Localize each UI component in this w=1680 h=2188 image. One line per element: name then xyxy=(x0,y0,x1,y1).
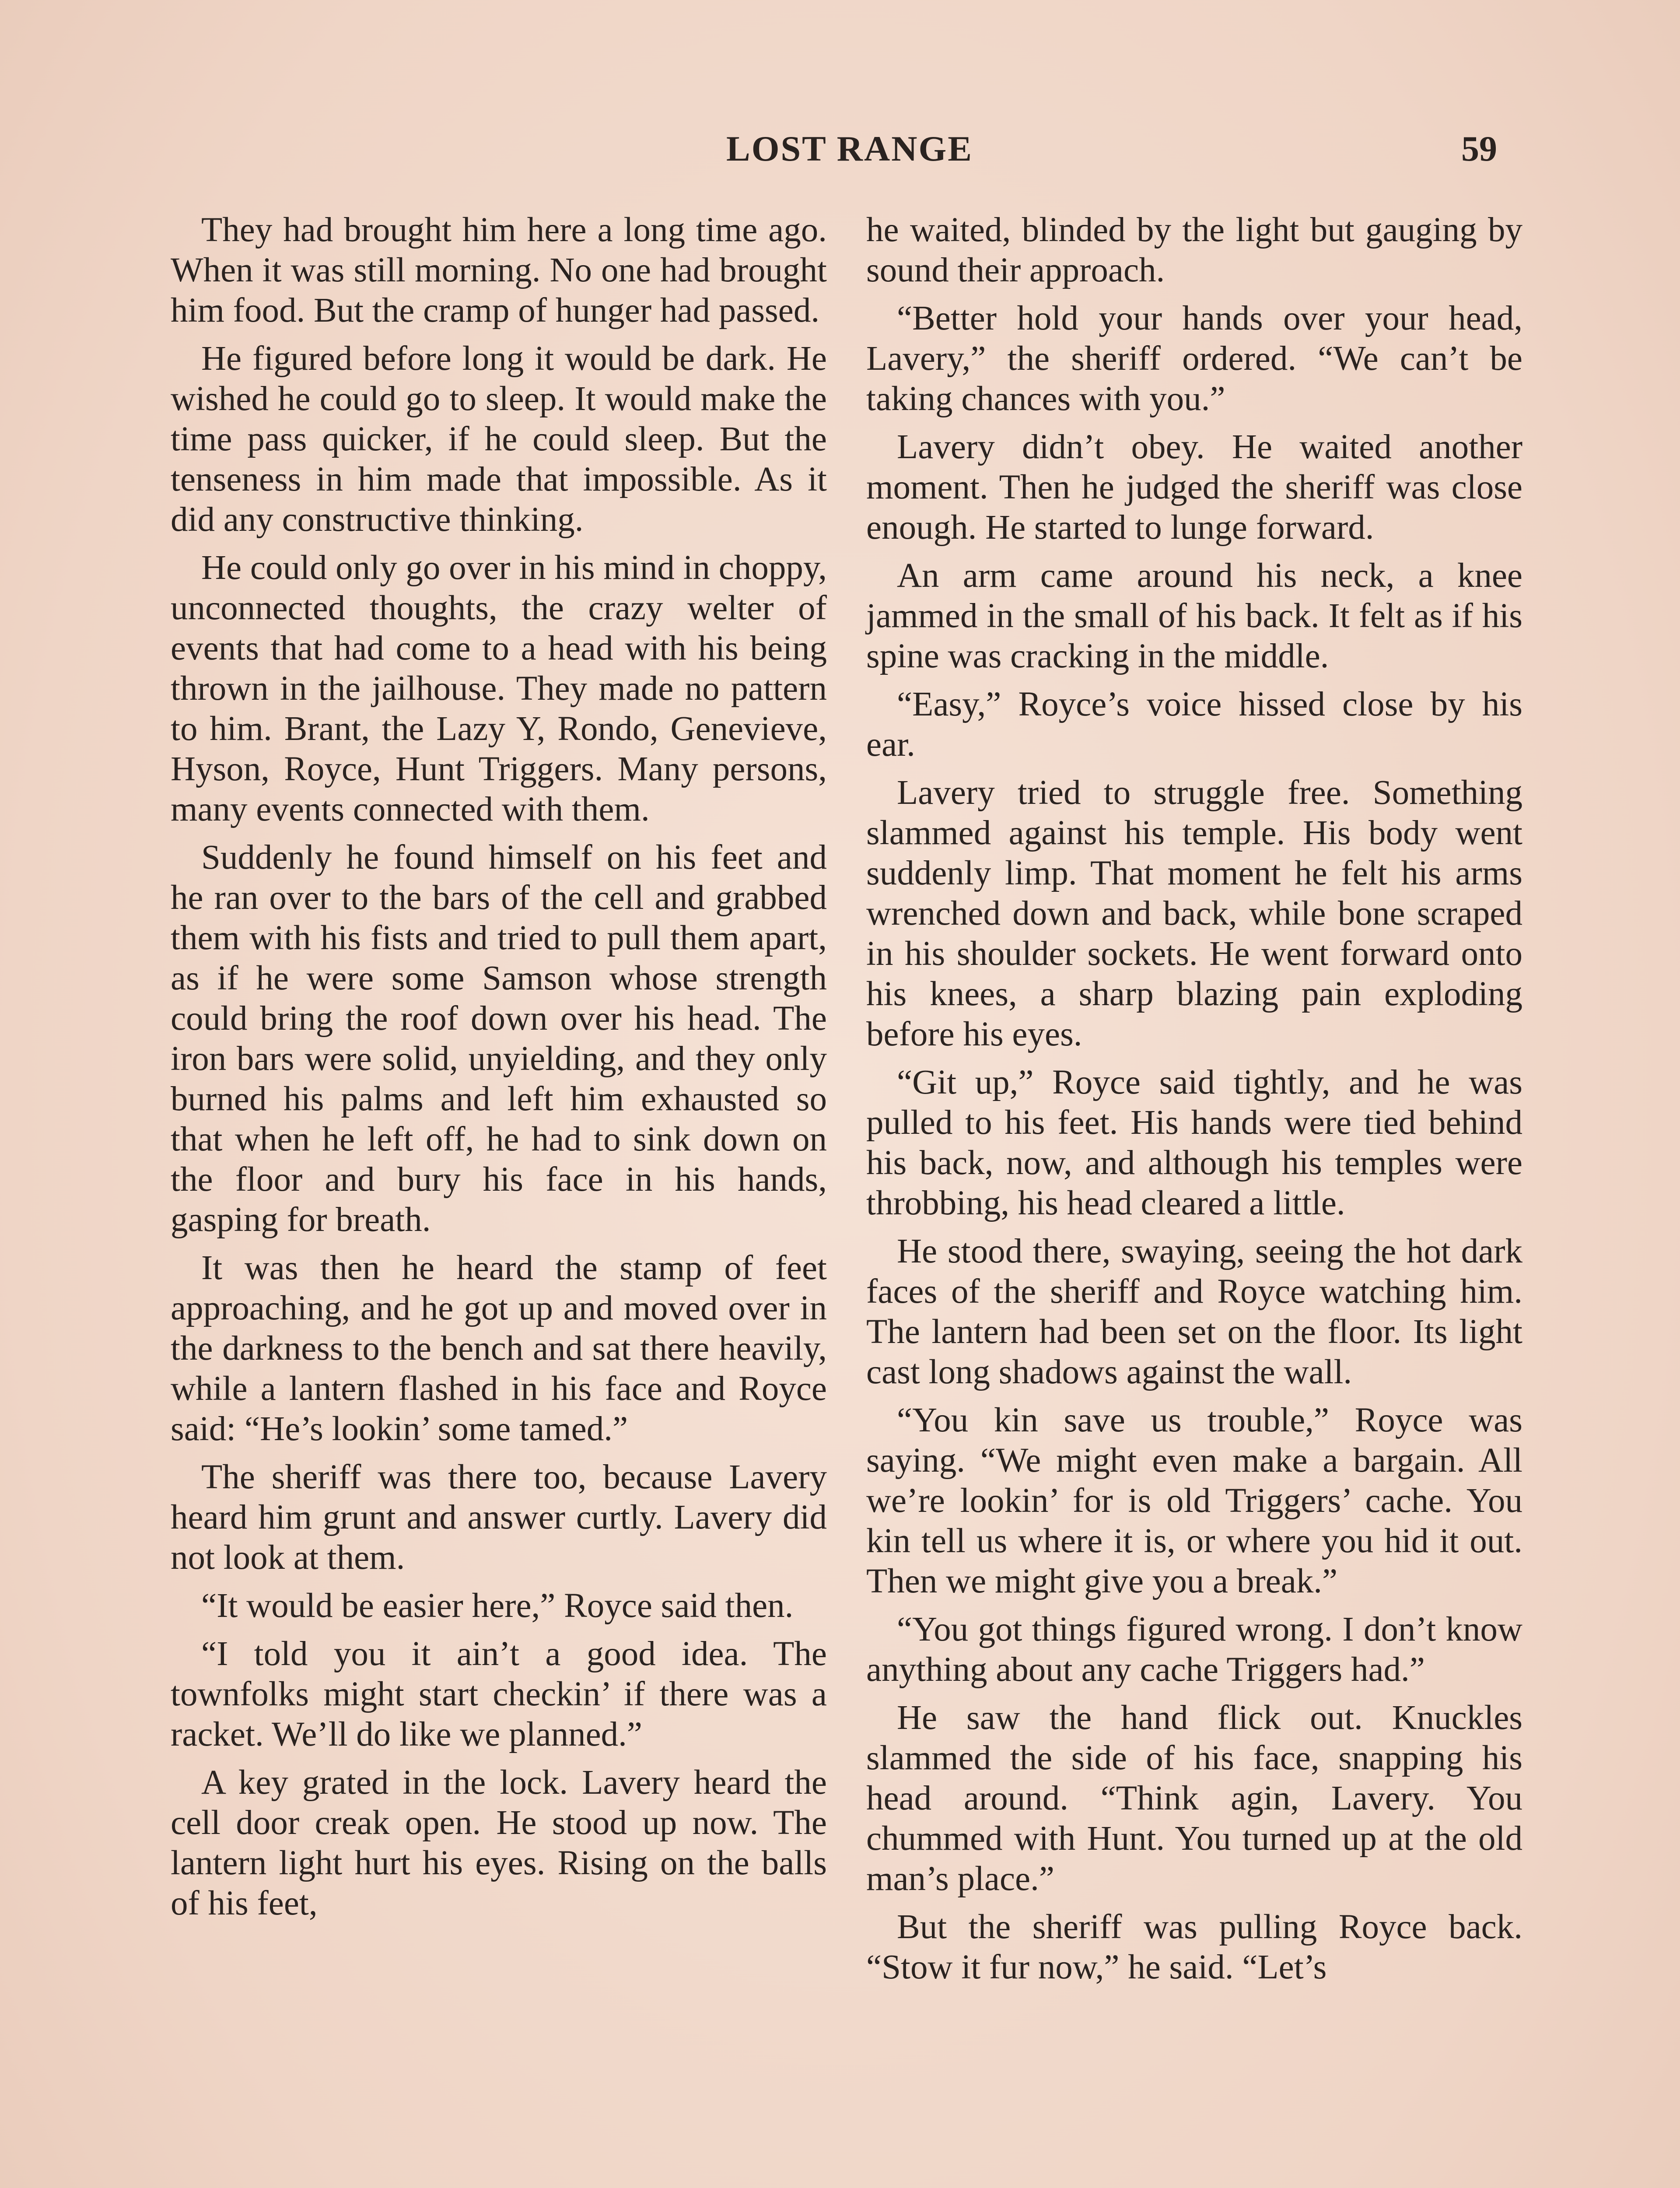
running-head: LOST RANGE xyxy=(726,129,973,168)
paragraph: “I told you it ain’t a good idea. The townfolks might start checkin’ if there was a racket. We’ll do like we planned.” xyxy=(171,1635,827,1753)
paragraph: He figured before long it would be dark. He wished he could go to sleep. It would make the time pass quicker, if he could sleep. But the tenseness in him made that impossible. As it did any constructive thinking. xyxy=(171,340,827,539)
paragraph: He saw the hand flick out. Knuckles slammed the side of his face, snapping his head around. “Think agin, Lavery. You chummed with Hunt. You turned up at the old man’s place.” xyxy=(866,1699,1522,1898)
paragraph: “It would be easier here,” Royce said then. xyxy=(201,1587,794,1625)
paragraph: The sheriff was there too, because Lavery heard him grunt and answer curtly. Lavery did not look at them. xyxy=(171,1458,827,1577)
paragraph: Lavery didn’t obey. He waited another moment. Then he judged the sheriff was close enough. He started to lunge forward. xyxy=(866,428,1522,547)
left-column xyxy=(171,210,827,1932)
paragraph: But the sheriff was pulling Royce back. “Stow it fur now,” he said. “Let’s xyxy=(866,1908,1522,1986)
paragraph: They had brought him here a long time ago. When it was still morning. No one had brought him food. But the cramp of hunger had passed. xyxy=(171,211,827,330)
paragraph: “Easy,” Royce’s voice hissed close by his ear. xyxy=(866,685,1522,764)
paragraph: Lavery tried to struggle free. Something slammed against his temple. His body went suddenly limp. That moment he felt his arms wrenched down and back, while bone scraped in his shoulder sockets. He went forward onto his knees, a sharp blazing pain exploding before his eyes. xyxy=(866,774,1522,1053)
paragraph: “You got things figured wrong. I don’t know anything about any cache Triggers had.” xyxy=(866,1610,1522,1689)
paragraph: “Better hold your hands over your head, Lavery,” the sheriff ordered. “We can’t be taking chances with you.” xyxy=(866,299,1522,418)
paragraph: “You kin save us trouble,” Royce was saying. “We might even make a bargain. All we’re lookin’ for is old Triggers’ cache. You kin tell us where it is, or where you hid it out. Then we might give you a break.” xyxy=(866,1401,1522,1600)
page-number: 59 xyxy=(1461,129,1497,168)
paragraph: He stood there, swaying, seeing the hot dark faces of the sheriff and Royce watching him. The lantern had been set on the floor. Its light cast long shadows against the wall. xyxy=(866,1232,1522,1391)
paragraph: He could only go over in his mind in choppy, unconnected thoughts, the crazy welter of events that had come to a head with his being thrown in the jailhouse. They made no pattern to him. Brant, the Lazy Y, Rondo, Genevieve, Hyson, Royce, Hunt Triggers. Many persons, many events connected with them. xyxy=(171,549,827,828)
paragraph: It was then he heard the stamp of feet approaching, and he got up and moved over in the darkness to the bench and sat there heavily, while a lantern flashed in his face and Royce said: “He’s lookin’ some tamed.” xyxy=(171,1249,827,1448)
right-column xyxy=(866,210,1522,1995)
page-header xyxy=(0,125,1680,173)
paragraph-continuation: he waited, blinded by the light but gauging by sound their approach. xyxy=(866,211,1522,289)
paragraph: “Git up,” Royce said tightly, and he was pulled to his feet. His hands were tied behind his back, now, and although his temples were throbbing, his head cleared a little. xyxy=(866,1063,1522,1222)
paragraph: A key grated in the lock. Lavery heard the cell door creak open. He stood up now. The lantern light hurt his eyes. Rising on the balls of his feet, xyxy=(171,1764,827,1922)
paragraph: An arm came around his neck, a knee jammed in the small of his back. It felt as if his spine was cracking in the middle. xyxy=(866,557,1522,675)
paragraph: Suddenly he found himself on his feet and he ran over to the bars of the cell and grabbed them with his fists and tried to pull them apart, as if he were some Samson whose strength could bring the roof down over his head. The iron bars were solid, unyielding, and they only burned his palms and left him exhausted so that when he left off, he had to sink down on the floor and bury his face in his hands, gasping for breath. xyxy=(171,838,827,1239)
